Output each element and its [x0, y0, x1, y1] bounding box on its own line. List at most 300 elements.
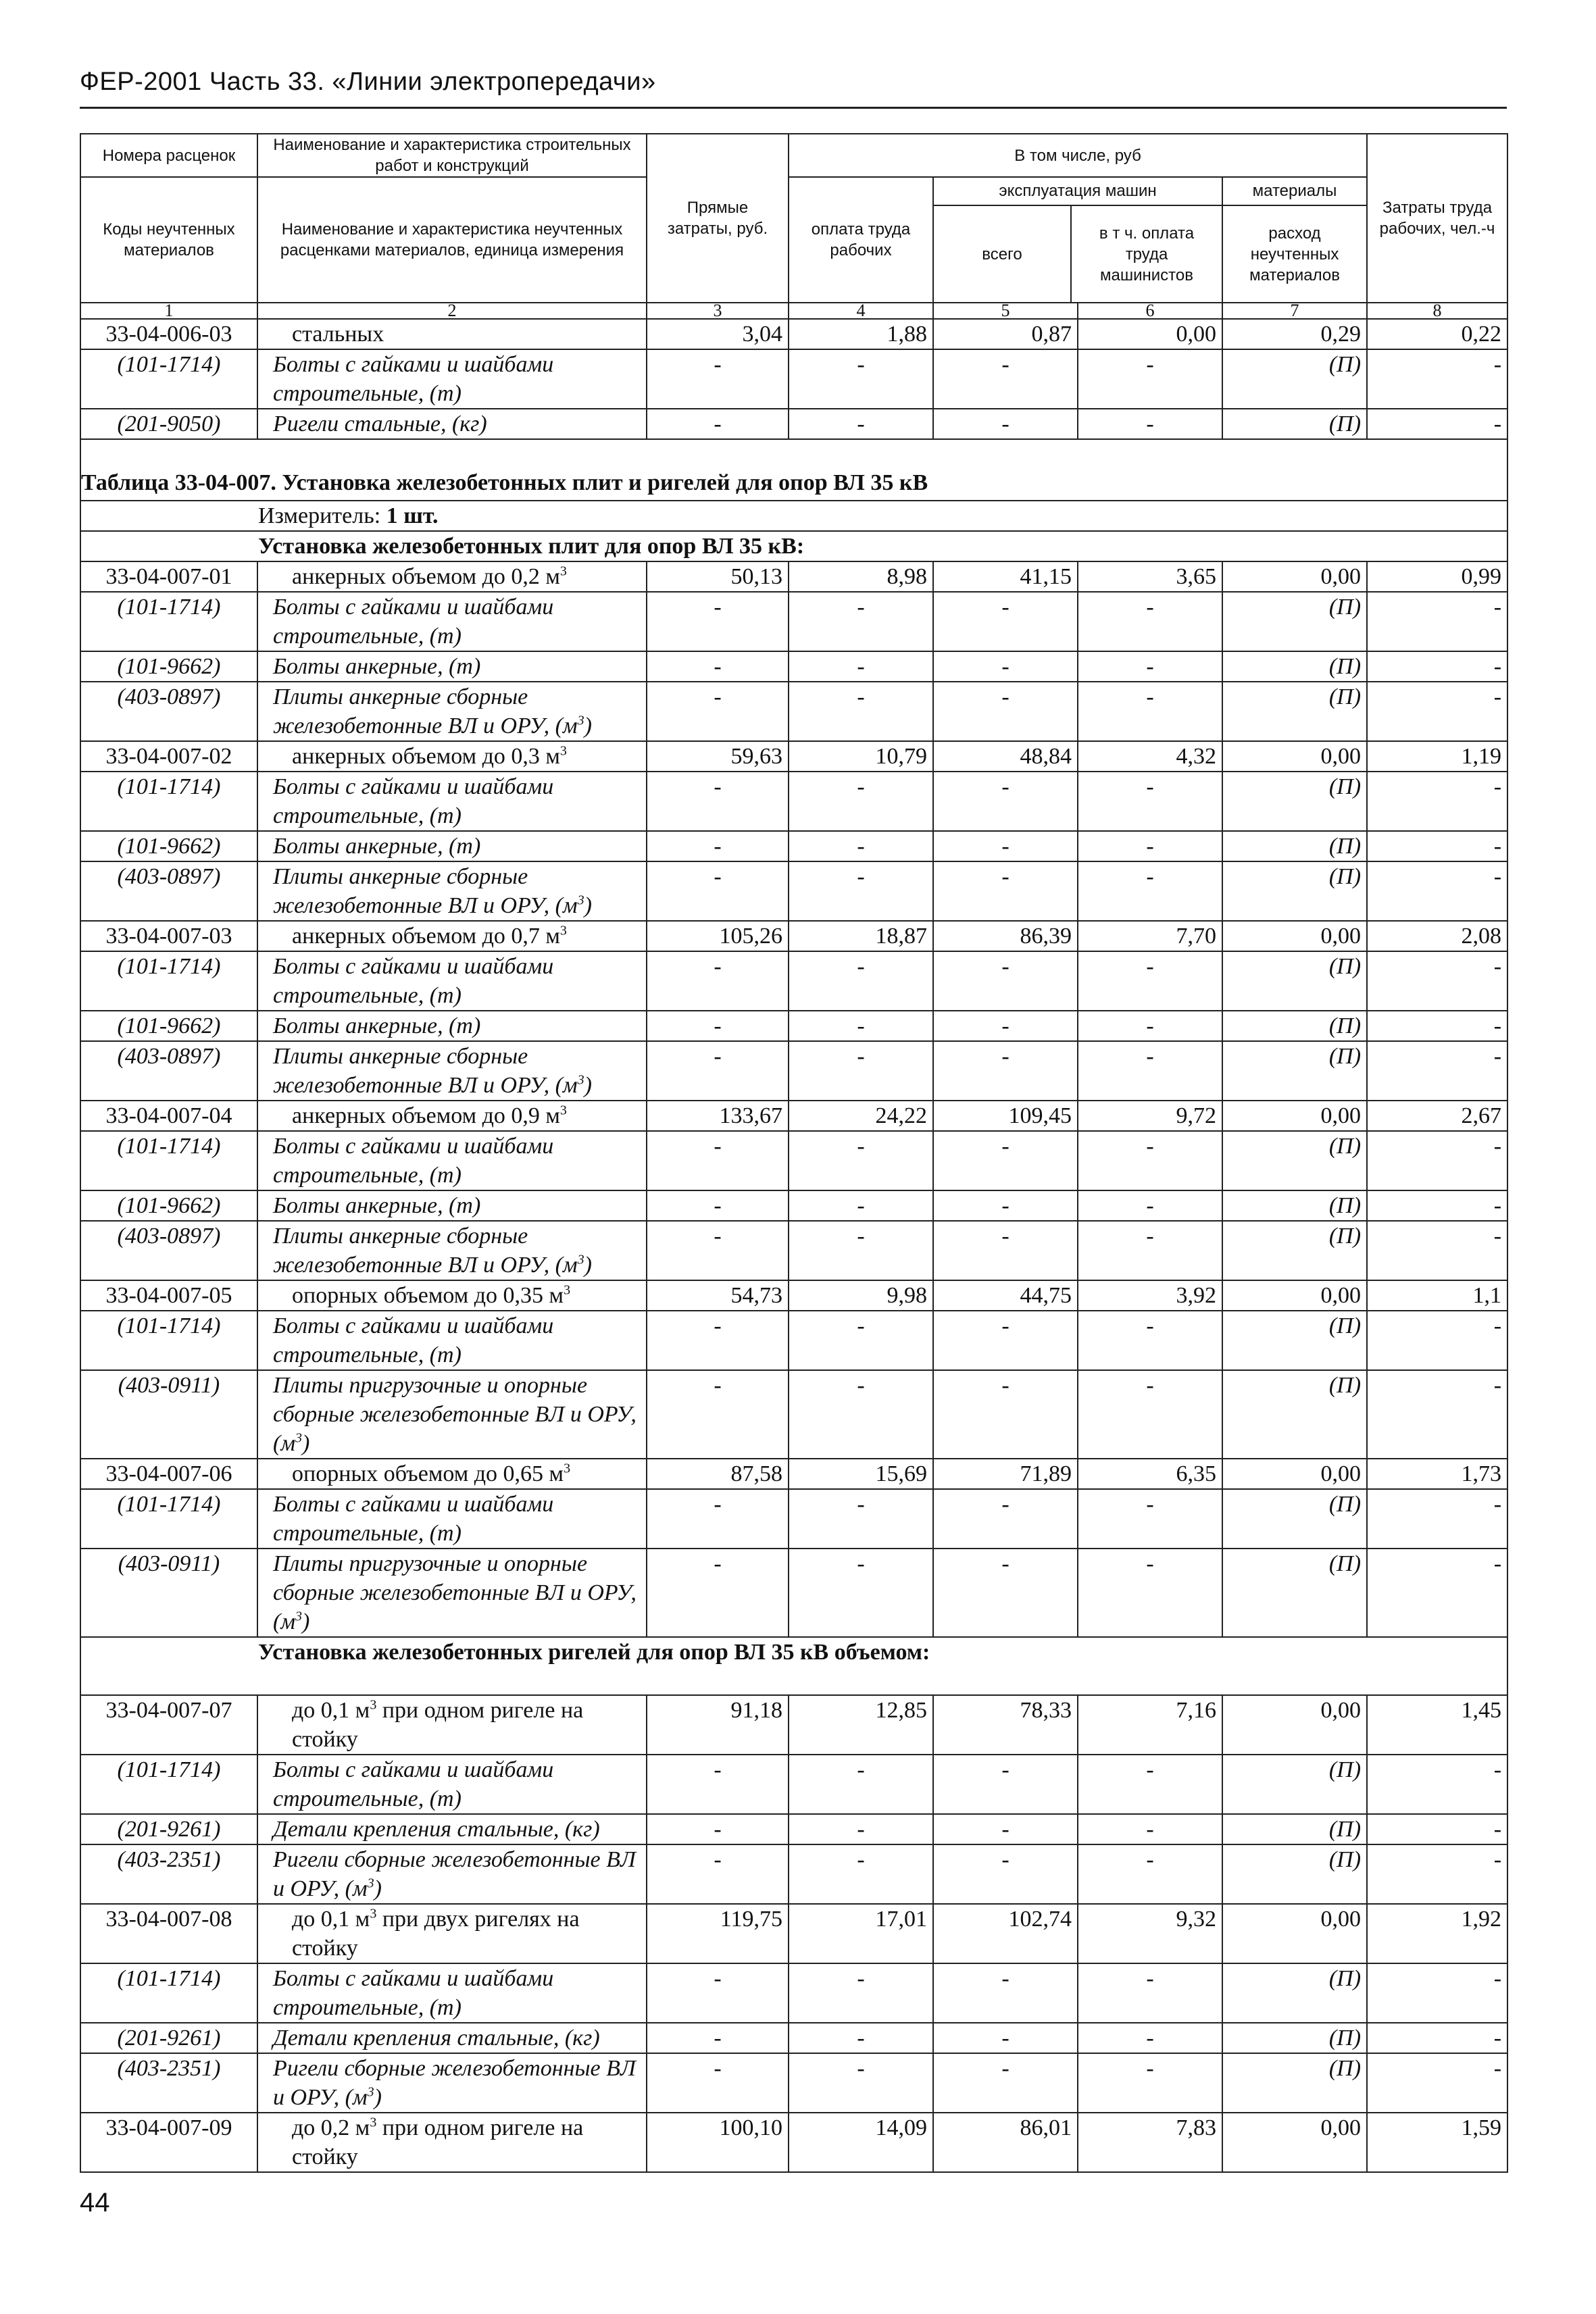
- machines-total-cell: -: [933, 682, 1078, 741]
- wages-cell: -: [789, 682, 933, 741]
- work-name-text: до 0,1 м: [292, 1907, 370, 1932]
- work-name: [257, 319, 647, 349]
- machines-total-cell: 48,84: [933, 741, 1078, 772]
- materials-cell: (П): [1222, 592, 1367, 651]
- material-name-text: Болты анкерные, (т): [273, 834, 481, 859]
- material-code: (201-9261): [80, 2023, 257, 2053]
- work-name: [257, 561, 647, 592]
- material-row: [80, 1489, 1507, 1549]
- operator-wages-cell: -: [1078, 2023, 1222, 2053]
- material-code: (101-1714): [80, 1755, 257, 1814]
- material-name-text: Плиты анкерные сборные железобетонные ВЛ и ОРУ, (м: [273, 1224, 578, 1278]
- labor-hours-cell: 1,59: [1367, 2113, 1507, 2172]
- materials-cell: (П): [1222, 1549, 1367, 1637]
- material-row: [80, 1370, 1507, 1459]
- wages-cell: -: [789, 1011, 933, 1041]
- material-name-text: Болты с гайками и шайбами строительные, (т): [273, 1313, 554, 1368]
- materials-cell: (П): [1222, 1844, 1367, 1904]
- labor-hours-cell: -: [1367, 861, 1507, 921]
- rate-code: 33-04-007-08: [80, 1904, 257, 1963]
- material-name: [257, 1190, 647, 1221]
- work-name: [257, 2113, 647, 2172]
- rate-code: 33-04-007-04: [80, 1101, 257, 1131]
- material-name-text: Детали крепления стальные, (кг): [273, 2026, 600, 2051]
- material-code: (403-0897): [80, 682, 257, 741]
- rate-row: [80, 561, 1507, 592]
- materials-cell: (П): [1222, 682, 1367, 741]
- meter-line-row: [80, 501, 1507, 531]
- materials-cell: (П): [1222, 1190, 1367, 1221]
- operator-wages-cell: -: [1078, 349, 1222, 409]
- machines-total-cell: -: [933, 1011, 1078, 1041]
- rate-code: 33-04-007-09: [80, 2113, 257, 2172]
- rate-row: [80, 1459, 1507, 1489]
- labor-hours-cell: -: [1367, 1814, 1507, 1844]
- wages-cell: -: [789, 1370, 933, 1459]
- direct-costs-cell: -: [647, 349, 789, 409]
- labor-hours-cell: -: [1367, 1755, 1507, 1814]
- operator-wages-cell: -: [1078, 1489, 1222, 1549]
- labor-hours-cell: 2,08: [1367, 921, 1507, 951]
- machines-total-cell: -: [933, 1311, 1078, 1370]
- machines-operator-wages-label: в т ч. оплата труда машинистов: [1099, 224, 1195, 284]
- operator-wages-cell: -: [1078, 651, 1222, 682]
- labor-hours-cell: -: [1367, 772, 1507, 831]
- labor-hours-cell: -: [1367, 1131, 1507, 1190]
- wages-cell: -: [789, 1041, 933, 1101]
- material-code: (101-1714): [80, 1963, 257, 2023]
- labor-hours-cell: -: [1367, 1011, 1507, 1041]
- machines-total-cell: 71,89: [933, 1459, 1078, 1489]
- labor-hours-cell: 1,92: [1367, 1904, 1507, 1963]
- labor-hours-cell: -: [1367, 2023, 1507, 2053]
- rate-code: 33-04-007-06: [80, 1459, 257, 1489]
- section-heading-plates-row: [80, 531, 1507, 561]
- cube-superscript: 3: [559, 744, 567, 759]
- direct-costs-cell: -: [647, 1963, 789, 2023]
- labor-hours-cell: -: [1367, 409, 1507, 439]
- material-row: [80, 1755, 1507, 1814]
- direct-costs-cell: -: [647, 1489, 789, 1549]
- col-number: 6: [1078, 303, 1222, 319]
- rate-code: 33-04-007-02: [80, 741, 257, 772]
- materials-cell: 0,00: [1222, 1695, 1367, 1755]
- work-name: [257, 1101, 647, 1131]
- material-name: [257, 2053, 647, 2113]
- materials-cell: (П): [1222, 1011, 1367, 1041]
- rate-code: 33-04-007-05: [80, 1280, 257, 1311]
- material-name-close: ): [584, 713, 592, 739]
- rate-row: [80, 319, 1507, 349]
- direct-costs-cell: -: [647, 772, 789, 831]
- direct-costs-cell: 100,10: [647, 2113, 789, 2172]
- material-name-text: Болты анкерные, (т): [273, 1013, 481, 1039]
- direct-costs-cell: -: [647, 951, 789, 1011]
- material-code: (403-0897): [80, 1041, 257, 1101]
- material-name-text: Плиты анкерные сборные железобетонные ВЛ и ОРУ, (м: [273, 684, 578, 739]
- operator-wages-cell: -: [1078, 1221, 1222, 1280]
- cube-superscript: 3: [577, 893, 584, 909]
- materials-cell: 0,00: [1222, 921, 1367, 951]
- material-code: (403-0897): [80, 1221, 257, 1280]
- material-name: [257, 772, 647, 831]
- material-name-text: Болты с гайками и шайбами строительные, (т): [273, 1966, 554, 2021]
- operator-wages-cell: 9,72: [1078, 1101, 1222, 1131]
- material-row: [80, 951, 1507, 1011]
- col-material-codes-header: Коды неучтенных материалов: [80, 177, 257, 303]
- operator-wages-cell: -: [1078, 1190, 1222, 1221]
- materials-group-label: материалы: [1223, 178, 1366, 206]
- table-title: Таблица 33-04-007. Установка железобетонных плит и ригелей для опор ВЛ 35 кВ: [80, 439, 1507, 501]
- col-materials-header: [1222, 177, 1367, 303]
- labor-hours-cell: 1,73: [1367, 1459, 1507, 1489]
- direct-costs-cell: -: [647, 861, 789, 921]
- work-name-text: опорных объемом до 0,35 м: [292, 1283, 564, 1309]
- labor-hours-cell: -: [1367, 1549, 1507, 1637]
- materials-cell: 0,00: [1222, 1280, 1367, 1311]
- work-name-text: анкерных объемом до 0,3 м: [292, 744, 560, 770]
- direct-costs-cell: -: [647, 682, 789, 741]
- col-number: 8: [1367, 303, 1507, 319]
- materials-cell: (П): [1222, 861, 1367, 921]
- material-row: [80, 772, 1507, 831]
- wages-cell: -: [789, 2053, 933, 2113]
- wages-cell: -: [789, 951, 933, 1011]
- work-name: [257, 1459, 647, 1489]
- work-name-text: анкерных объемом до 0,2 м: [292, 564, 560, 590]
- col-number: 7: [1222, 303, 1367, 319]
- material-name: [257, 1844, 647, 1904]
- operator-wages-cell: -: [1078, 1131, 1222, 1190]
- work-name-text: до 0,1 м: [292, 1698, 370, 1724]
- rate-row: [80, 1280, 1507, 1311]
- col-work-name-header: Наименование и характеристика строительных работ и конструкций: [257, 134, 647, 177]
- materials-cell: (П): [1222, 1963, 1367, 2023]
- wages-cell: -: [789, 349, 933, 409]
- work-name-text: анкерных объемом до 0,7 м: [292, 924, 560, 949]
- material-name: [257, 951, 647, 1011]
- material-name-text: Болты с гайками и шайбами строительные, (т): [273, 954, 554, 1009]
- material-row: [80, 409, 1507, 439]
- material-name-text: Ригели сборные железобетонные ВЛ и ОРУ, (м: [273, 2056, 636, 2111]
- machines-total-cell: -: [933, 1041, 1078, 1101]
- col-rate-numbers-header: Номера расценок: [80, 134, 257, 177]
- machines-total-cell: -: [933, 1814, 1078, 1844]
- labor-hours-cell: -: [1367, 2053, 1507, 2113]
- operator-wages-cell: 0,00: [1078, 319, 1222, 349]
- price-table: [80, 133, 1508, 2173]
- operator-wages-cell: -: [1078, 1755, 1222, 1814]
- machines-total-cell: -: [933, 1190, 1078, 1221]
- material-row: [80, 1131, 1507, 1190]
- cube-superscript: 3: [559, 564, 567, 580]
- operator-wages-cell: 7,70: [1078, 921, 1222, 951]
- machines-total-cell: -: [933, 1963, 1078, 2023]
- wages-cell: 24,22: [789, 1101, 933, 1131]
- materials-cell: (П): [1222, 1814, 1367, 1844]
- machines-total-cell: -: [933, 1370, 1078, 1459]
- direct-costs-cell: 50,13: [647, 561, 789, 592]
- machines-total-cell: -: [933, 1549, 1078, 1637]
- material-name-text: Болты анкерные, (т): [273, 1193, 481, 1219]
- materials-cell: (П): [1222, 1755, 1367, 1814]
- operator-wages-cell: -: [1078, 1311, 1222, 1370]
- material-name: [257, 1370, 647, 1459]
- col-labor-hours-header: Затраты труда рабочих, чел.-ч: [1367, 134, 1507, 303]
- operator-wages-cell: -: [1078, 1041, 1222, 1101]
- operator-wages-cell: -: [1078, 1370, 1222, 1459]
- labor-hours-cell: -: [1367, 1844, 1507, 1904]
- material-name-text: Болты с гайками и шайбами строительные, (т): [273, 352, 554, 407]
- material-name: [257, 349, 647, 409]
- wages-cell: -: [789, 1221, 933, 1280]
- operator-wages-cell: -: [1078, 1844, 1222, 1904]
- materials-cell: (П): [1222, 651, 1367, 682]
- material-row: [80, 1311, 1507, 1370]
- materials-cell: (П): [1222, 831, 1367, 861]
- rate-code: 33-04-006-03: [80, 319, 257, 349]
- material-name-close: ): [302, 1609, 310, 1635]
- material-row: [80, 831, 1507, 861]
- wages-cell: 12,85: [789, 1695, 933, 1755]
- materials-cell: (П): [1222, 1489, 1367, 1549]
- material-row: [80, 682, 1507, 741]
- material-row: [80, 1190, 1507, 1221]
- material-name-text: Плиты пригрузочные и опорные сборные железобетонные ВЛ и ОРУ, (м: [273, 1373, 637, 1457]
- material-name-text: Ригели сборные железобетонные ВЛ и ОРУ, (м: [273, 1847, 636, 1902]
- material-code: (201-9050): [80, 409, 257, 439]
- labor-hours-cell: 1,1: [1367, 1280, 1507, 1311]
- material-code: (201-9261): [80, 1814, 257, 1844]
- machines-group-label: эксплуатация машин: [934, 178, 1222, 206]
- material-code: (101-9662): [80, 1190, 257, 1221]
- direct-costs-cell: 105,26: [647, 921, 789, 951]
- material-name-text: Плиты пригрузочные и опорные сборные железобетонные ВЛ и ОРУ, (м: [273, 1551, 637, 1635]
- material-name-text: Болты с гайками и шайбами строительные, (т): [273, 1492, 554, 1546]
- work-name-text: при одном ригеле на стойку: [292, 1698, 584, 1753]
- rate-row: [80, 1101, 1507, 1131]
- material-name-close: ): [584, 1073, 592, 1099]
- materials-cell: 0,29: [1222, 319, 1367, 349]
- materials-cell: (П): [1222, 1311, 1367, 1370]
- rate-code: 33-04-007-03: [80, 921, 257, 951]
- table-body: [80, 319, 1507, 2172]
- material-row: [80, 2023, 1507, 2053]
- material-code: (403-2351): [80, 1844, 257, 1904]
- machines-total-cell: 109,45: [933, 1101, 1078, 1131]
- labor-hours-cell: 1,45: [1367, 1695, 1507, 1755]
- material-row: [80, 2053, 1507, 2113]
- material-row: [80, 1814, 1507, 1844]
- running-header: ФЕР-2001 Часть 33. «Линии электропередачи»: [80, 68, 656, 96]
- machines-total-cell: 102,74: [933, 1904, 1078, 1963]
- material-name: [257, 2023, 647, 2053]
- col-machines-header: [933, 177, 1222, 303]
- material-name: [257, 1011, 647, 1041]
- material-name: [257, 1041, 647, 1101]
- col-number: 1: [80, 303, 257, 319]
- operator-wages-cell: 7,83: [1078, 2113, 1222, 2172]
- rate-row: [80, 2113, 1507, 2172]
- direct-costs-cell: -: [647, 1755, 789, 1814]
- machines-total-cell: -: [933, 1221, 1078, 1280]
- materials-cell: (П): [1222, 1370, 1367, 1459]
- meter-label: Измеритель:: [258, 503, 381, 529]
- machines-total-cell: -: [933, 592, 1078, 651]
- labor-hours-cell: 0,99: [1367, 561, 1507, 592]
- labor-hours-cell: 0,22: [1367, 319, 1507, 349]
- materials-cell: (П): [1222, 1131, 1367, 1190]
- material-code: (403-0911): [80, 1370, 257, 1459]
- wages-cell: 10,79: [789, 741, 933, 772]
- cube-superscript: 3: [559, 924, 567, 939]
- labor-hours-cell: -: [1367, 951, 1507, 1011]
- machines-total-cell: -: [933, 772, 1078, 831]
- rate-row: [80, 741, 1507, 772]
- work-name-text: стальных: [292, 322, 384, 347]
- material-name: [257, 1221, 647, 1280]
- labor-hours-cell: -: [1367, 592, 1507, 651]
- direct-costs-cell: -: [647, 2053, 789, 2113]
- labor-hours-cell: -: [1367, 831, 1507, 861]
- materials-cell: (П): [1222, 1221, 1367, 1280]
- meter-line: [80, 501, 1507, 531]
- wages-cell: -: [789, 1489, 933, 1549]
- material-name: [257, 861, 647, 921]
- material-code: (101-1714): [80, 592, 257, 651]
- machines-total-label: всего: [934, 206, 1072, 302]
- work-name: [257, 1904, 647, 1963]
- labor-hours-cell: -: [1367, 1370, 1507, 1459]
- material-code: (101-9662): [80, 651, 257, 682]
- labor-hours-cell: -: [1367, 1190, 1507, 1221]
- wages-cell: -: [789, 1814, 933, 1844]
- operator-wages-cell: -: [1078, 831, 1222, 861]
- materials-cell: (П): [1222, 349, 1367, 409]
- work-name-text: анкерных объемом до 0,9 м: [292, 1103, 560, 1129]
- labor-hours-cell: -: [1367, 1963, 1507, 2023]
- rate-code: 33-04-007-01: [80, 561, 257, 592]
- material-code: (403-0911): [80, 1549, 257, 1637]
- material-name-text: Плиты анкерные сборные железобетонные ВЛ и ОРУ, (м: [273, 864, 578, 919]
- direct-costs-cell: 133,67: [647, 1101, 789, 1131]
- materials-cell: 0,00: [1222, 1101, 1367, 1131]
- direct-costs-cell: 91,18: [647, 1695, 789, 1755]
- direct-costs-cell: -: [647, 592, 789, 651]
- direct-costs-cell: -: [647, 1311, 789, 1370]
- direct-costs-cell: -: [647, 1190, 789, 1221]
- direct-costs-cell: 59,63: [647, 741, 789, 772]
- material-name: [257, 1311, 647, 1370]
- direct-costs-cell: 119,75: [647, 1904, 789, 1963]
- cube-superscript: 3: [577, 713, 584, 729]
- wages-cell: -: [789, 1755, 933, 1814]
- labor-hours-cell: -: [1367, 349, 1507, 409]
- direct-costs-cell: -: [647, 1814, 789, 1844]
- operator-wages-cell: -: [1078, 772, 1222, 831]
- section-heading-crossbars-row: [80, 1637, 1507, 1695]
- material-name: [257, 831, 647, 861]
- material-name: [257, 1814, 647, 1844]
- direct-costs-cell: 87,58: [647, 1459, 789, 1489]
- material-code: (101-9662): [80, 831, 257, 861]
- direct-costs-cell: -: [647, 1370, 789, 1459]
- labor-hours-cell: -: [1367, 1041, 1507, 1101]
- operator-wages-cell: -: [1078, 951, 1222, 1011]
- col-number: 4: [789, 303, 933, 319]
- cube-superscript: 3: [367, 1876, 374, 1892]
- material-code: (101-1714): [80, 1489, 257, 1549]
- labor-hours-cell: -: [1367, 651, 1507, 682]
- work-name: [257, 1695, 647, 1755]
- material-row: [80, 1844, 1507, 1904]
- material-name-close: ): [374, 2085, 382, 2111]
- wages-cell: 17,01: [789, 1904, 933, 1963]
- machines-total-cell: -: [933, 1844, 1078, 1904]
- direct-costs-cell: -: [647, 1131, 789, 1190]
- machines-total-cell: 86,01: [933, 2113, 1078, 2172]
- wages-cell: -: [789, 2023, 933, 2053]
- col-material-name-header: Наименование и характеристика неучтенных расценками материалов, единица измерения: [257, 177, 647, 303]
- material-name: [257, 409, 647, 439]
- material-name-text: Ригели стальные, (кг): [273, 411, 487, 437]
- direct-costs-cell: 54,73: [647, 1280, 789, 1311]
- cube-superscript: 3: [370, 2115, 377, 2131]
- cube-superscript: 3: [370, 1907, 377, 1922]
- direct-costs-cell: -: [647, 651, 789, 682]
- wages-cell: -: [789, 861, 933, 921]
- section-heading-plates: Установка железобетонных плит для опор ВЛ 35 кВ:: [80, 531, 1507, 561]
- labor-hours-cell: -: [1367, 1489, 1507, 1549]
- operator-wages-cell: -: [1078, 682, 1222, 741]
- materials-cell: 0,00: [1222, 2113, 1367, 2172]
- page-number: 44: [80, 2188, 110, 2217]
- wages-cell: 9,98: [789, 1280, 933, 1311]
- table-header: [80, 134, 1507, 319]
- cube-superscript: 3: [577, 1253, 584, 1268]
- direct-costs-cell: -: [647, 2023, 789, 2053]
- direct-costs-cell: -: [647, 1041, 789, 1101]
- materials-cell: 0,00: [1222, 1904, 1367, 1963]
- col-wages-header: оплата труда рабочих: [789, 177, 933, 303]
- operator-wages-cell: -: [1078, 1549, 1222, 1637]
- materials-cell: (П): [1222, 1041, 1367, 1101]
- material-row: [80, 1963, 1507, 2023]
- material-code: (101-1714): [80, 1131, 257, 1190]
- material-name-text: Плиты анкерные сборные железобетонные ВЛ и ОРУ, (м: [273, 1044, 578, 1099]
- work-name-text: при одном ригеле на стойку: [292, 2115, 584, 2170]
- wages-cell: 1,88: [789, 319, 933, 349]
- labor-hours-cell: -: [1367, 682, 1507, 741]
- wages-cell: -: [789, 1549, 933, 1637]
- operator-wages-cell: -: [1078, 592, 1222, 651]
- work-name: [257, 1280, 647, 1311]
- material-name: [257, 1963, 647, 2023]
- material-name-text: Болты с гайками и шайбами строительные, (т): [273, 1757, 554, 1812]
- section-heading-crossbars: Установка железобетонных ригелей для опор ВЛ 35 кВ объемом:: [80, 1637, 1507, 1695]
- machines-total-cell: -: [933, 2023, 1078, 2053]
- wages-cell: -: [789, 1311, 933, 1370]
- rate-row: [80, 921, 1507, 951]
- col-including-header: В том числе, руб: [789, 134, 1367, 177]
- cube-superscript: 3: [295, 1431, 303, 1447]
- cube-superscript: 3: [367, 2085, 374, 2101]
- direct-costs-cell: -: [647, 1844, 789, 1904]
- labor-hours-cell: 1,19: [1367, 741, 1507, 772]
- material-name-text: Болты с гайками и шайбами строительные, (т): [273, 1134, 554, 1188]
- operator-wages-cell: 9,32: [1078, 1904, 1222, 1963]
- machines-total-cell: -: [933, 951, 1078, 1011]
